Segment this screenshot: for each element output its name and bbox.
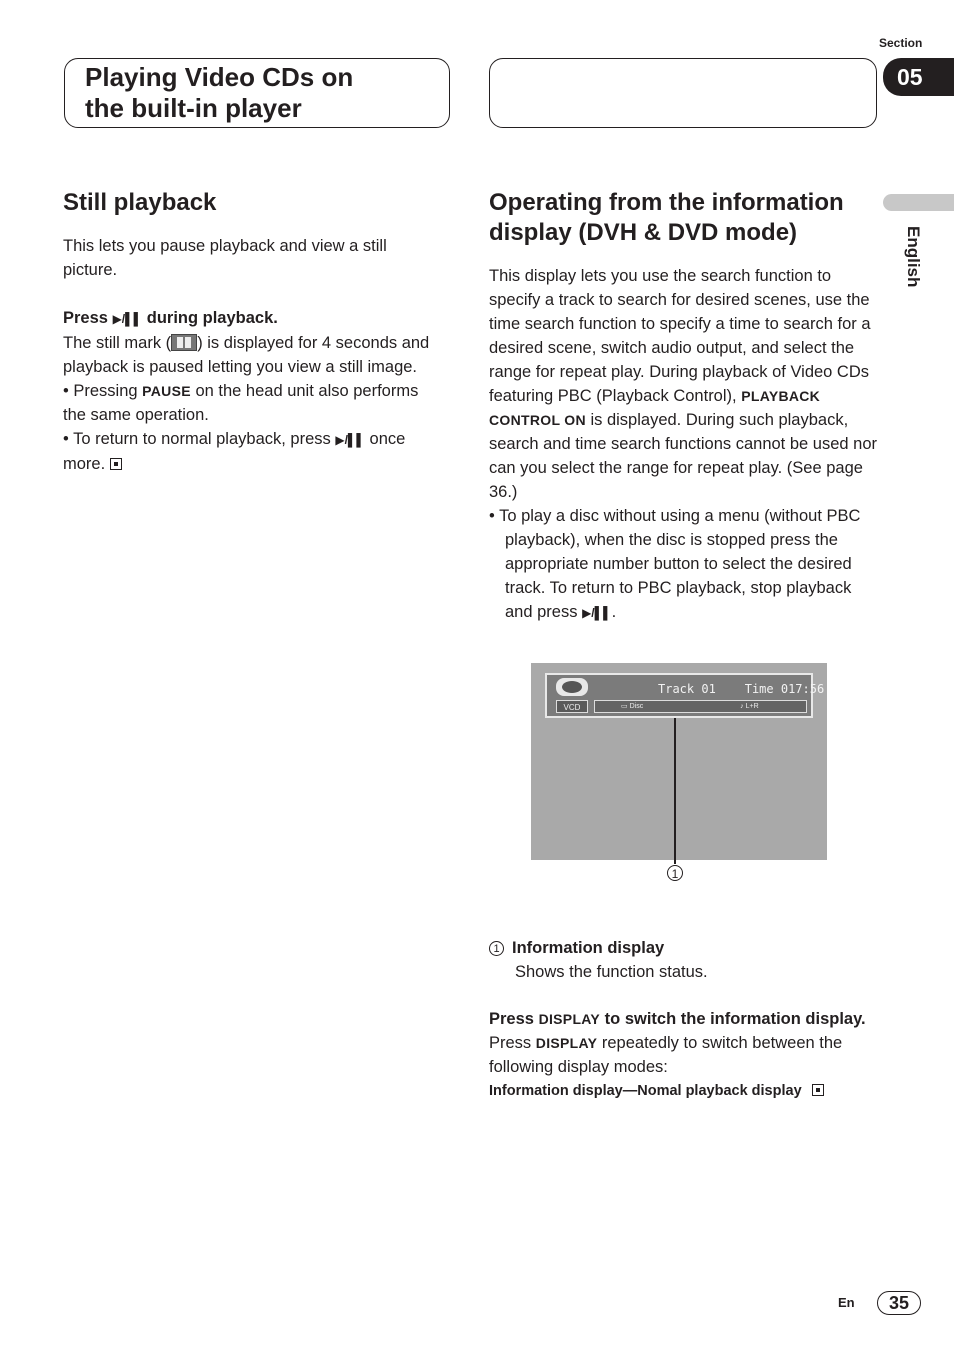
play-pause-key: ▶/▌▌ bbox=[582, 606, 612, 620]
time-label: Time bbox=[744, 682, 774, 696]
bullet1-pre: • Pressing bbox=[63, 382, 138, 400]
track-label: Track bbox=[658, 682, 695, 696]
display-key: DISPLAY bbox=[538, 1011, 601, 1027]
source-label: Disc bbox=[629, 703, 644, 710]
audio-label: L+R bbox=[745, 703, 759, 710]
display-instruction bbox=[489, 1007, 879, 1031]
operating-body-post: is displayed. During such playback, search and time search functions cannot be used nor can you select the range for repeat play. (See page 36.) bbox=[489, 411, 877, 501]
legend-description: Shows the function status. bbox=[515, 963, 708, 981]
still-playback-section bbox=[63, 188, 443, 476]
end-mark-icon bbox=[110, 458, 122, 470]
page-title-line2: the built-in player bbox=[85, 93, 302, 123]
display-body-post: repeatedly to switch between the following display modes: bbox=[489, 1034, 843, 1076]
page-title-line1: Playing Video CDs on bbox=[85, 62, 354, 92]
pause-key: PAUSE bbox=[142, 383, 191, 399]
display-modes-text: Information display—Nomal playback display bbox=[489, 1083, 802, 1099]
section-label: Section bbox=[879, 36, 923, 50]
bullet1-post: on the head unit also performs the same operation. bbox=[63, 382, 419, 424]
pbc-key: PLAYBACK CONTROL ON bbox=[489, 388, 821, 428]
still-playback-heading: Still playback bbox=[63, 189, 217, 216]
callout-number: 1 bbox=[667, 865, 683, 881]
still-mark-icon bbox=[171, 334, 197, 351]
legend-title: Information display bbox=[512, 939, 665, 957]
legend bbox=[489, 936, 879, 984]
play-pause-key: ▶/▌▌ bbox=[335, 433, 365, 447]
display-switch-section bbox=[489, 1007, 879, 1103]
end-mark-icon bbox=[812, 1084, 824, 1096]
body-post: ) is displayed for 4 seconds and playback is paused letting you view a still image. bbox=[63, 334, 430, 376]
display-press: Press bbox=[489, 1010, 534, 1028]
disc-source-icon: ▭ bbox=[621, 703, 628, 710]
still-playback-bullet1 bbox=[63, 379, 443, 427]
track-time-readout bbox=[658, 682, 824, 696]
still-playback-intro: This lets you pause playback and view a still picture. bbox=[63, 237, 387, 279]
status-subbar bbox=[594, 700, 807, 713]
operating-body bbox=[489, 264, 879, 504]
page-number: 35 bbox=[877, 1291, 921, 1315]
legend-title-row bbox=[489, 936, 879, 960]
page-title bbox=[85, 62, 353, 124]
legend-number: 1 bbox=[489, 941, 504, 956]
operating-body-pre: This display lets you use the search function to specify a track to search for desired scenes, use the time search function to specify a time to search for a desired scene, switch audio output, and select the range for repeat play. During playback of Video CDs featuring PBC (Playback Control), bbox=[489, 267, 871, 405]
display-key: DISPLAY bbox=[535, 1035, 598, 1051]
disc-icon bbox=[556, 678, 588, 696]
instruction-press: Press bbox=[63, 309, 108, 327]
display-body-pre: Press bbox=[489, 1034, 532, 1052]
language-label: English bbox=[904, 226, 923, 288]
display-rest: to switch the information display. bbox=[604, 1010, 866, 1028]
callout-line bbox=[674, 718, 676, 864]
bullet2-post: once more. bbox=[63, 430, 406, 473]
vcd-label: VCD bbox=[556, 700, 588, 713]
operating-heading: Operating from the information display (DVH & DVD mode) bbox=[489, 189, 844, 246]
track-value: 01 bbox=[701, 682, 716, 696]
play-pause-key: ▶/▌▌ bbox=[112, 312, 143, 326]
time-value: 017:56 bbox=[780, 682, 825, 696]
display-modes bbox=[489, 1079, 879, 1103]
section-number-badge: 05 bbox=[883, 58, 954, 96]
body-pre: The still mark ( bbox=[63, 334, 172, 352]
title-box-empty bbox=[489, 58, 877, 128]
display-body bbox=[489, 1031, 879, 1079]
operating-section bbox=[489, 188, 879, 625]
operating-bullet-pre: • To play a disc without using a menu (without PBC playback), when the disc is stopped press the appropriate number button to select the desired track. To return to PBC playback, stop playback and press bbox=[489, 507, 861, 621]
footer-language: En bbox=[838, 1295, 855, 1310]
operating-bullet bbox=[489, 504, 879, 625]
instruction-rest: during playback. bbox=[146, 309, 278, 327]
audio-icon: ♪ bbox=[740, 703, 744, 710]
still-playback-instruction bbox=[63, 306, 443, 331]
still-playback-body bbox=[63, 331, 443, 379]
bullet2-pre: • To return to normal playback, press bbox=[63, 430, 331, 448]
still-playback-bullet2 bbox=[63, 427, 443, 476]
language-tab bbox=[883, 194, 954, 211]
operating-bullet-post: . bbox=[611, 603, 617, 621]
